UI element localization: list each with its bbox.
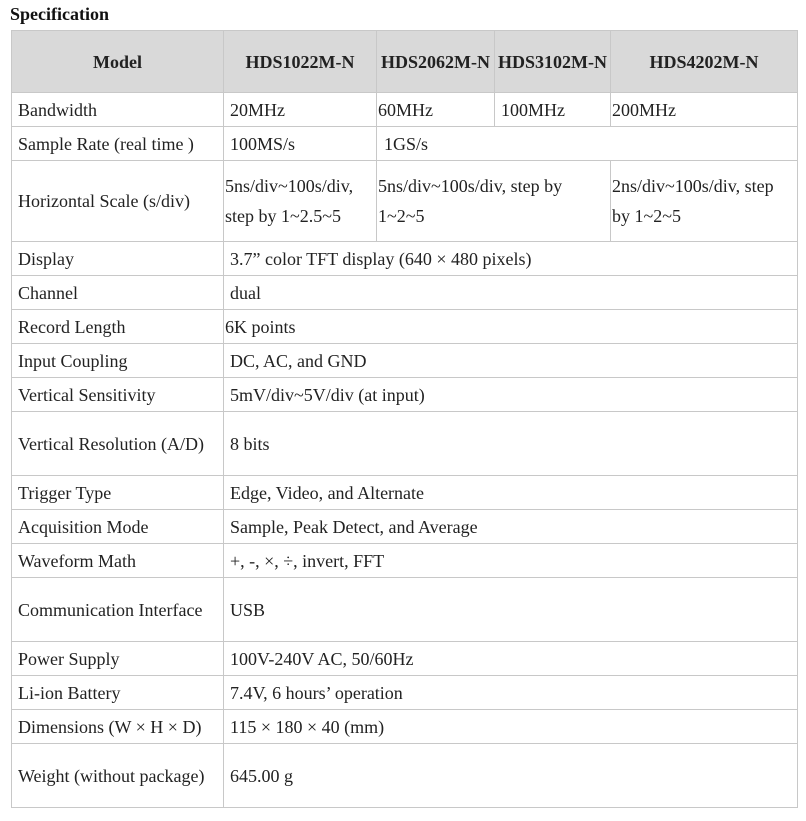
row-label: Sample Rate (real time ): [12, 127, 224, 161]
table-row-dimensions: [12, 710, 798, 744]
table-row-vertical-resolution: [12, 412, 798, 476]
value-cell: 8 bits: [224, 412, 798, 476]
value-cell: dual: [224, 276, 798, 310]
row-label: Waveform Math: [12, 544, 224, 578]
model-hds1022m-n: HDS1022M-N: [224, 31, 377, 93]
value-cell: DC, AC, and GND: [224, 344, 798, 378]
value-cell: 100V-240V AC, 50/60Hz: [224, 642, 798, 676]
table-row-communication-interface: [12, 578, 798, 642]
table-header-row: [12, 31, 798, 93]
value-cell: Sample, Peak Detect, and Average: [224, 510, 798, 544]
value-cell: 645.00 g: [224, 744, 798, 808]
table-row-vertical-sensitivity: [12, 378, 798, 412]
value-cell: 115 × 180 × 40 (mm): [224, 710, 798, 744]
value-cell: 1GS/s: [377, 127, 798, 161]
value-cell: 60MHz: [377, 93, 495, 127]
table-row-display: [12, 242, 798, 276]
row-label: Weight (without package): [12, 744, 224, 808]
row-label: Channel: [12, 276, 224, 310]
row-label: Vertical Sensitivity: [12, 378, 224, 412]
row-label: Horizontal Scale (s/div): [12, 161, 224, 242]
value-cell: Edge, Video, and Alternate: [224, 476, 798, 510]
specification-table: [11, 30, 798, 808]
row-label: Input Coupling: [12, 344, 224, 378]
table-row-li-ion-battery: [12, 676, 798, 710]
model-hds3102m-n: HDS3102M-N: [495, 31, 611, 93]
value-cell: 100MS/s: [224, 127, 377, 161]
table-row-trigger-type: [12, 476, 798, 510]
model-hds4202m-n: HDS4202M-N: [611, 31, 798, 93]
model-hds2062m-n: HDS2062M-N: [377, 31, 495, 93]
row-label: Communication Interface: [12, 578, 224, 642]
model-header: Model: [12, 31, 224, 93]
page-title: Specification: [10, 4, 109, 24]
value-cell: 3.7” color TFT display (640 × 480 pixels): [224, 242, 798, 276]
row-label: Acquisition Mode: [12, 510, 224, 544]
value-cell: +, -, ×, ÷, invert, FFT: [224, 544, 798, 578]
value-cell: 6K points: [224, 310, 798, 344]
value-cell: 5ns/div~100s/div, step by 1~2.5~5: [224, 161, 377, 242]
table-row-sample-rate: [12, 127, 798, 161]
table-row-record-length: [12, 310, 798, 344]
value-cell: 100MHz: [495, 93, 611, 127]
value-cell: 20MHz: [224, 93, 377, 127]
value-cell: 2ns/div~100s/div, step by 1~2~5: [611, 161, 798, 242]
table-row-bandwidth: [12, 93, 798, 127]
row-label: Bandwidth: [12, 93, 224, 127]
value-cell: 5ns/div~100s/div, step by 1~2~5: [377, 161, 611, 242]
value-cell: 5mV/div~5V/div (at input): [224, 378, 798, 412]
row-label: Trigger Type: [12, 476, 224, 510]
table-row-input-coupling: [12, 344, 798, 378]
value-cell: USB: [224, 578, 798, 642]
row-label: Record Length: [12, 310, 224, 344]
value-cell: 7.4V, 6 hours’ operation: [224, 676, 798, 710]
table-row-horizontal-scale: [12, 161, 798, 242]
table-row-acquisition-mode: [12, 510, 798, 544]
value-cell: 200MHz: [611, 93, 798, 127]
table-row-power-supply: [12, 642, 798, 676]
table-row-weight: [12, 744, 798, 808]
row-label: Dimensions (W × H × D): [12, 710, 224, 744]
row-label: Vertical Resolution (A/D): [12, 412, 224, 476]
row-label: Li-ion Battery: [12, 676, 224, 710]
row-label: Display: [12, 242, 224, 276]
table-row-waveform-math: [12, 544, 798, 578]
row-label: Power Supply: [12, 642, 224, 676]
table-row-channel: [12, 276, 798, 310]
